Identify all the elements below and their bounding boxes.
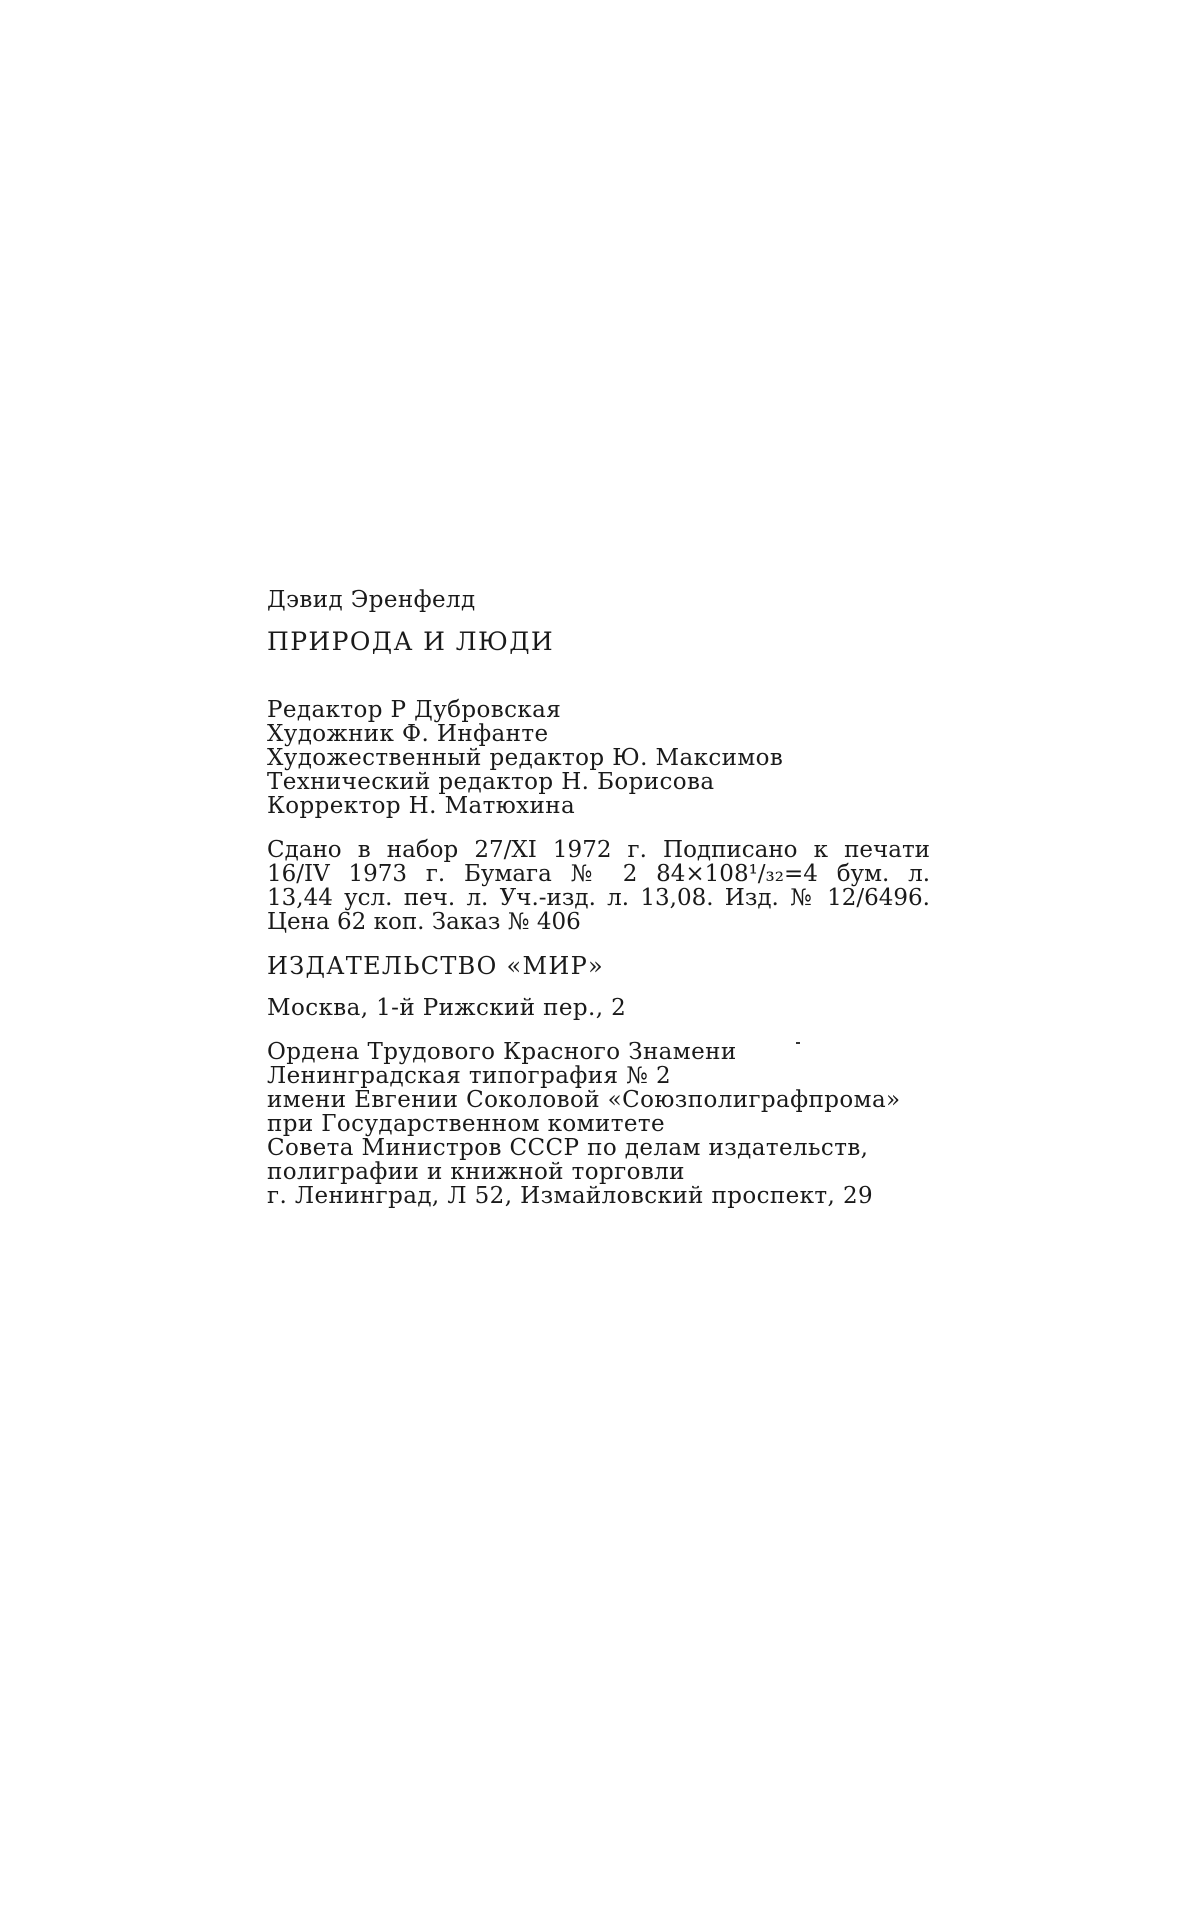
credits-block [267, 698, 947, 818]
credit-art-editor: Художественный редактор Ю. Максимов [267, 745, 784, 771]
credit-proofreader: Корректор Н. Матюхина [267, 793, 576, 819]
credit-artist: Художник Ф. Инфанте [267, 721, 549, 747]
print-data-line: 13,44 усл. печ. л. Уч.-изд. л. 13,08. Изд. № 12/6496. [267, 885, 930, 911]
printer-line: при Государственном комитете [267, 1111, 665, 1137]
publisher-address: Москва, 1-й Рижский пер., 2 [267, 995, 627, 1021]
author-name: Дэвид Эренфелд [267, 587, 476, 613]
credit-editor: Редактор Р Дубровская [267, 697, 562, 723]
print-data-line: Сдано в набор 27/XI 1972 г. Подписано к печати [267, 837, 930, 863]
print-speck [796, 1042, 800, 1044]
printer-line: г. Ленинград, Л 52, Измайловский проспект, 29 [267, 1183, 874, 1209]
printer-line: Совета Министров СССР по делам издательств, [267, 1135, 869, 1161]
publisher-name: ИЗДАТЕЛЬСТВО «МИР» [267, 952, 605, 980]
credit-technical-editor: Технический редактор Н. Борисова [267, 769, 715, 795]
book-title: ПРИРОДА И ЛЮДИ [267, 627, 555, 656]
colophon [267, 588, 947, 1228]
print-data-line: 16/IV 1973 г. Бумага № 2 84×108¹/₃₂=4 бум. л. [267, 861, 930, 887]
print-data-line: Цена 62 коп. Заказ № 406 [267, 909, 581, 935]
printer-line: имени Евгении Соколовой «Союзполиграфпрома» [267, 1087, 901, 1113]
print-data-block [267, 838, 947, 934]
printer-line: Ордена Трудового Красного Знамени [267, 1039, 737, 1065]
printer-line: Ленинградская типография № 2 [267, 1063, 672, 1089]
printer-block [267, 1040, 947, 1208]
printer-line: полиграфии и книжной торговли [267, 1159, 685, 1185]
